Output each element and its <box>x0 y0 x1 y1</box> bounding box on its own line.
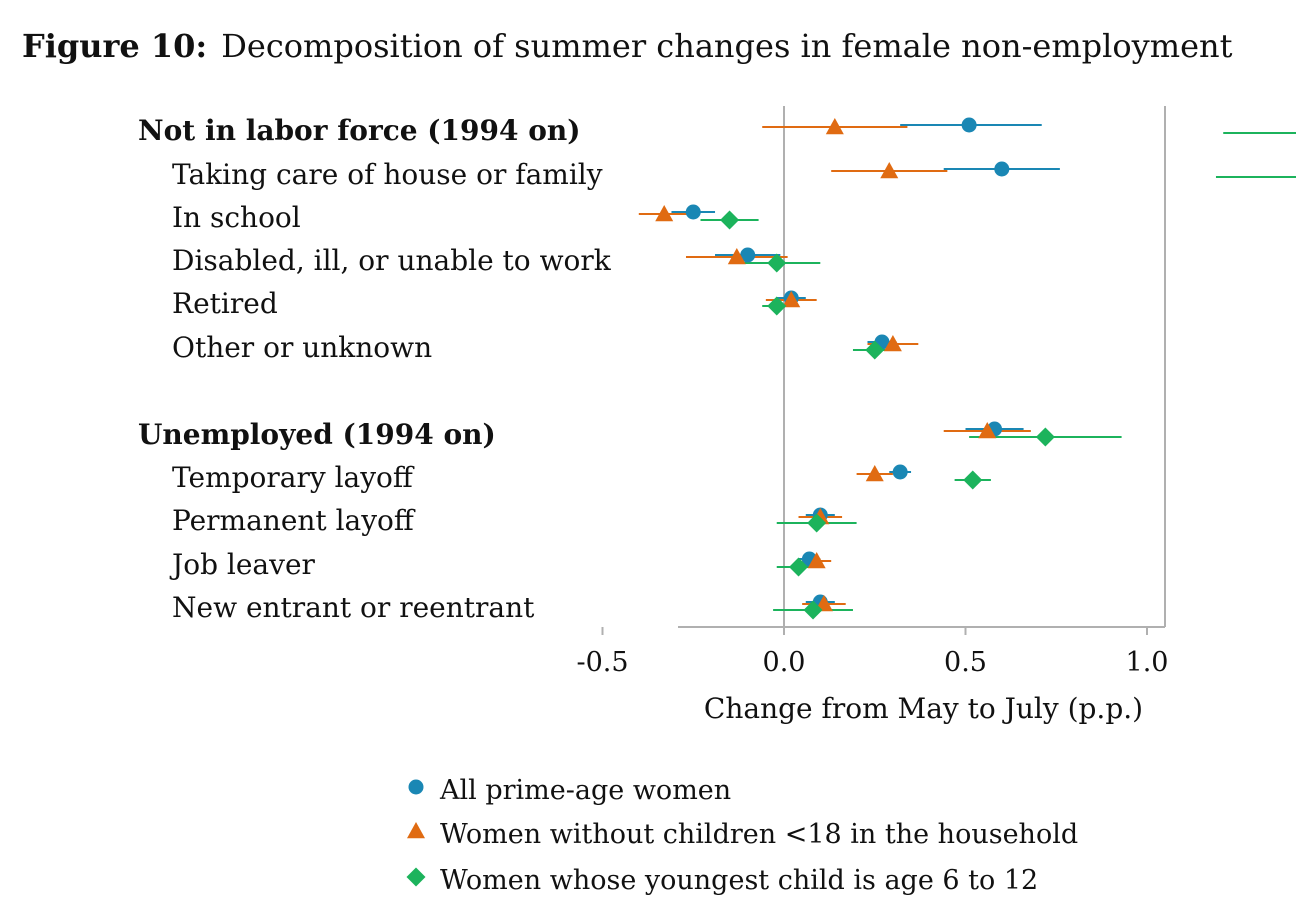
data-markers <box>655 118 1296 620</box>
row-label: Other or unknown <box>172 331 433 364</box>
figure-label: Figure 10: <box>22 27 208 65</box>
x-tick-label: 0.0 <box>762 647 806 678</box>
x-tick-label: 1.0 <box>1125 647 1169 678</box>
row-label: Job leaver <box>172 548 315 581</box>
diamond-point <box>963 471 982 490</box>
plot-area <box>576 106 1296 678</box>
legend-diamond-marker <box>407 868 426 887</box>
x-tick-label: 0.5 <box>944 647 987 678</box>
diamond-point <box>1036 428 1055 447</box>
circle-point <box>994 162 1009 177</box>
row-label: New entrant or reentrant <box>172 591 535 624</box>
legend-circle-marker <box>409 780 424 795</box>
legend-entry-label: Women whose youngest child is age 6 to 12 <box>440 865 1039 896</box>
x-tick-label: -0.5 <box>576 647 629 678</box>
circle-point <box>686 205 701 220</box>
legend-entry-label: All prime-age women <box>440 775 732 806</box>
error-bars <box>639 125 1296 610</box>
circle-point <box>962 118 977 133</box>
diamond-point <box>720 211 739 230</box>
x-axis-title: Change from May to July (p.p.) <box>703 692 1144 725</box>
row-group-label: Unemployed (1994 on) <box>138 418 496 451</box>
row-label: Temporary layoff <box>172 461 413 494</box>
row-label: Retired <box>172 287 278 320</box>
row-label: Permanent layoff <box>172 504 414 537</box>
legend-triangle-marker <box>407 822 425 838</box>
figure-title <box>22 27 1233 65</box>
circle-point <box>893 465 908 480</box>
legend <box>407 775 1079 896</box>
row-label: Taking care of house or family <box>172 158 603 191</box>
x-axis-ticks <box>576 627 1296 678</box>
figure-title-text: Decomposition of summer changes in female non-employment <box>221 27 1233 65</box>
legend-entry-label: Women without children <18 in the household <box>440 819 1079 850</box>
row-label: Disabled, ill, or unable to work <box>172 244 611 277</box>
row-label: In school <box>172 201 301 234</box>
row-labels <box>138 114 612 624</box>
row-group-label: Not in labor force (1994 on) <box>138 114 581 147</box>
